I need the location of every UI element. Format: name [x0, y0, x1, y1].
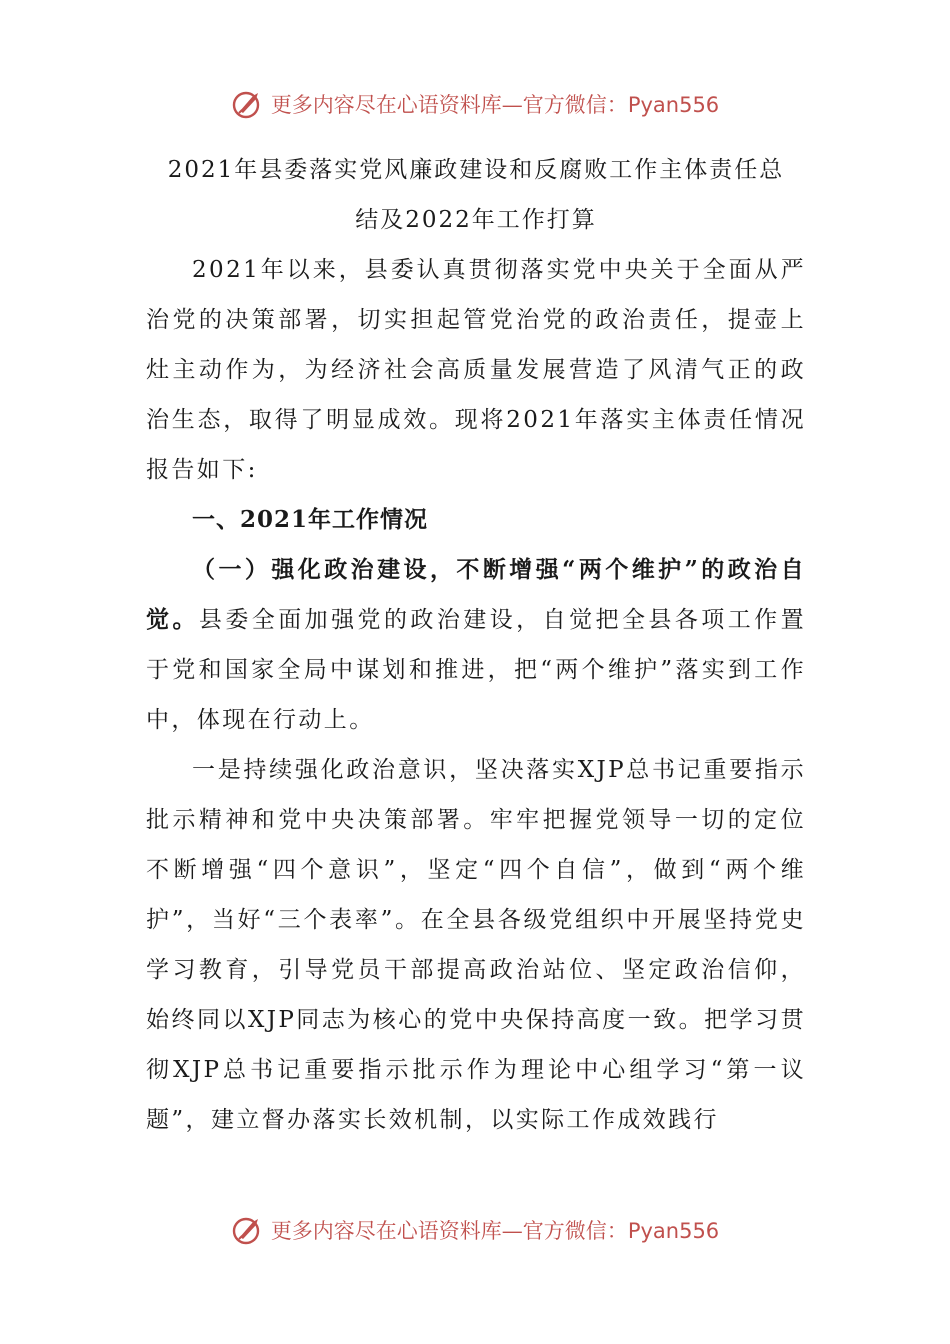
point-1-paragraph: 一是持续强化政治意识，坚决落实XJP总书记重要指示批示精神和党中央决策部署。牢牢把握党领导一切的定位不断增强“四个意识”，坚定“四个自信”，做到“两个维护”，当好“三个表率”。在全县各级党组织中开展坚持党史学习教育，引导党员干部提高政治站位、坚定政治信仰，始终同以XJP同志为核心的党中央保持高度一致。把学习贯彻XJP总书记重要指示批示作为理论中心组学习“第一议题”，建立督办落实长效机制，以实际工作成效践行 — [146, 757, 806, 1133]
document-title-line2: 结及2022年工作打算 — [355, 207, 597, 233]
subsection-1-heading: （一）强化政治建设，不断增强“两个维护”的政治自觉。 — [146, 556, 806, 633]
header-watermark — [0, 84, 950, 124]
document-title-line1: 2021年县委落实党风廉政建设和反腐败工作主体责任总 — [167, 157, 785, 183]
subsection-1-paragraph — [146, 545, 806, 745]
document-body — [146, 145, 806, 1145]
watermark-text: 更多内容尽在心语资料库—官方微信：Pyan556 — [270, 1219, 720, 1243]
subsection-1-body: 县委全面加强党的政治建设，自觉把全县各项工作置于党和国家全局中谋划和推进，把“两个维护”落实到工作中，体现在行动上。 — [146, 607, 806, 733]
pen-nib-logo-icon — [231, 87, 265, 121]
intro-paragraph: 2021年以来，县委认真贯彻落实党中央关于全面从严治党的决策部署，切实担起管党治党的政治责任，提壶上灶主动作为，为经济社会高质量发展营造了风清气正的政治生态，取得了明显成效。现将2021年落实主体责任情况报告如下: — [146, 257, 806, 483]
section-1-heading: 一、2021年工作情况 — [192, 506, 429, 533]
pen-nib-logo-icon — [231, 1213, 265, 1247]
watermark-text: 更多内容尽在心语资料库—官方微信：Pyan556 — [270, 93, 720, 117]
footer-watermark — [0, 1210, 950, 1250]
